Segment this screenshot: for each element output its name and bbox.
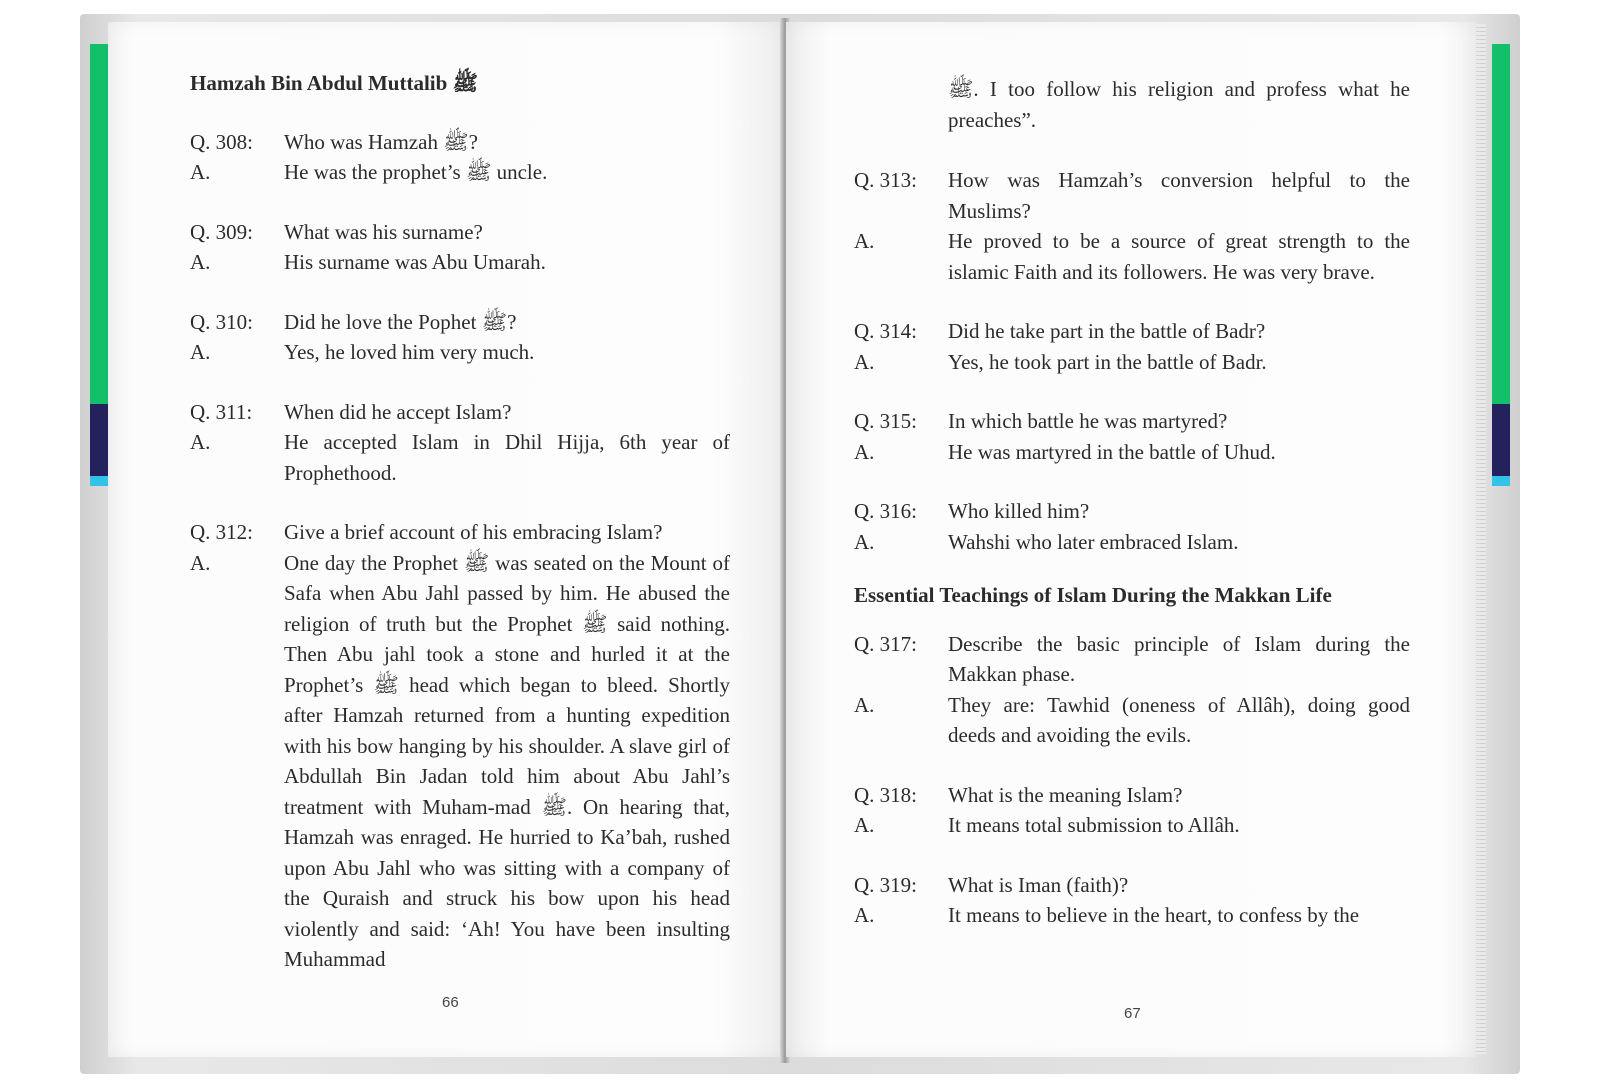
qa-item	[854, 629, 1410, 751]
answer-label: A.	[190, 160, 211, 184]
answer-label: A.	[854, 529, 875, 554]
question-text: When did he accept Islam?	[284, 399, 512, 424]
section-heading: Essential Teachings of Islam During the Makkan Life	[854, 583, 1332, 607]
qa-item	[190, 307, 730, 368]
section-heading: Hamzah Bin Abdul Muttalib ﷺ	[190, 71, 478, 95]
answer-label: A.	[190, 250, 211, 274]
question-text: Who killed him?	[948, 499, 1090, 523]
cover-stripe-navy-left	[90, 404, 108, 476]
answer-text: He accepted Islam in Dhil Hijja, 6th year of Prophethood.	[284, 430, 730, 485]
left-page-text	[190, 68, 730, 1004]
question-number: Q. 312:	[190, 520, 253, 544]
question-text: Who was Hamzah ﷺ?	[284, 129, 478, 154]
qa-item	[854, 165, 1410, 287]
answer-text: Yes, he loved him very much.	[284, 340, 535, 364]
cover-stripe-cyan-right	[1492, 476, 1510, 486]
cover-stripe-navy-right	[1492, 404, 1510, 476]
answer-text: He was martyred in the battle of Uhud.	[948, 439, 1276, 464]
qa-item	[854, 496, 1410, 557]
question-number: Q. 317:	[854, 631, 917, 656]
qa-list	[854, 165, 1410, 557]
answer-label: A.	[854, 349, 875, 374]
answer-label: A.	[854, 439, 875, 464]
qa-item	[190, 127, 730, 188]
question-text: How was Hamzah’s conversion helpful to the Muslims?	[948, 168, 1410, 223]
qa-item	[190, 397, 730, 489]
open-book	[80, 14, 1520, 1074]
qa-item	[854, 870, 1410, 931]
question-number: Q. 316:	[854, 499, 917, 523]
continuation-text-block	[854, 74, 1410, 135]
answer-text: He was the prophet’s ﷺ uncle.	[284, 160, 548, 184]
question-number: Q. 318:	[854, 782, 917, 807]
question-number: Q. 308:	[190, 129, 253, 154]
question-text: Did he love the Pophet ﷺ?	[284, 309, 517, 334]
qa-item	[190, 517, 730, 975]
question-number: Q. 315:	[854, 409, 917, 433]
answer-text: Wahshi who later embraced Islam.	[948, 529, 1239, 554]
answer-label: A.	[190, 550, 211, 575]
question-number: Q. 311:	[190, 399, 253, 424]
question-number: Q. 310:	[190, 309, 253, 334]
right-page	[786, 22, 1476, 1057]
answer-text: Yes, he took part in the battle of Badr.	[948, 349, 1267, 374]
qa-item	[190, 217, 730, 278]
qa-item	[854, 780, 1410, 841]
question-text: What was his surname?	[284, 219, 483, 244]
answer-text: It means total submission to Allâh.	[948, 813, 1240, 837]
question-text: In which battle he was martyred?	[948, 409, 1228, 433]
question-number: Q. 319:	[854, 872, 917, 897]
qa-item	[854, 406, 1410, 467]
left-page	[108, 22, 784, 1057]
answer-label: A.	[854, 229, 875, 253]
cover-stripe-cyan-left	[90, 476, 108, 486]
answer-text: He proved to be a source of great strength to the islamic Faith and its followers. He was very brave.	[948, 229, 1410, 284]
answer-label: A.	[190, 430, 211, 454]
question-text: Describe the basic principle of Islam during the Makkan phase.	[948, 631, 1410, 686]
page-number: 66	[442, 994, 459, 1011]
qa-item	[854, 316, 1410, 377]
cover-stripe-green-right	[1492, 44, 1510, 404]
question-text: What is the meaning Islam?	[948, 782, 1183, 807]
question-text: What is Iman (faith)?	[948, 872, 1129, 897]
question-text: Did he take part in the battle of Badr?	[948, 319, 1266, 343]
page-edges	[1476, 24, 1486, 1054]
answer-text: They are: Tawhid (oneness of Allâh), doing good deeds and avoiding the evils.	[948, 692, 1410, 747]
question-number: Q. 309:	[190, 219, 253, 244]
cover-stripe-green-left	[90, 44, 108, 404]
question-text: Give a brief account of his embracing Islam?	[284, 520, 663, 544]
answer-text: It means to believe in the heart, to confess by the	[948, 903, 1360, 927]
question-number: Q. 314:	[854, 319, 917, 343]
answer-label: A.	[854, 813, 875, 837]
question-number: Q. 313:	[854, 168, 917, 192]
answer-text: His surname was Abu Umarah.	[284, 250, 546, 274]
answer-label: A.	[854, 692, 875, 717]
continuation-text: ﷺ. I too follow his religion and profess what he preaches”.	[948, 77, 1410, 132]
qa-list	[854, 629, 1410, 931]
answer-text: One day the Prophet ﷺ was seated on the Mount of Safa when Abu Jahl passed by him. He abused the religion of truth but the Prophet ﷺ said nothing. Then Abu jahl took a stone and hurled it at the Prophet’s ﷺ head which began to bleed. Shortly after Hamzah returned from a hunting expedition with his bow hanging by his shoulder. A slave girl of Abdullah Bin Jadan told him about Abu Jahl’s treatment with Muham-mad ﷺ. On hearing that, Hamzah was enraged. He hurried to Ka’bah, rushed upon Abu Jahl who was sitting with a company of the Quraish and struck his bow upon his head violently and said: ‘Ah! You have been insulting Muhammad	[284, 550, 731, 971]
right-page-text	[854, 74, 1410, 960]
answer-label: A.	[190, 340, 211, 364]
qa-list	[190, 127, 730, 975]
answer-label: A.	[854, 903, 875, 927]
page-number: 67	[1124, 1005, 1141, 1022]
